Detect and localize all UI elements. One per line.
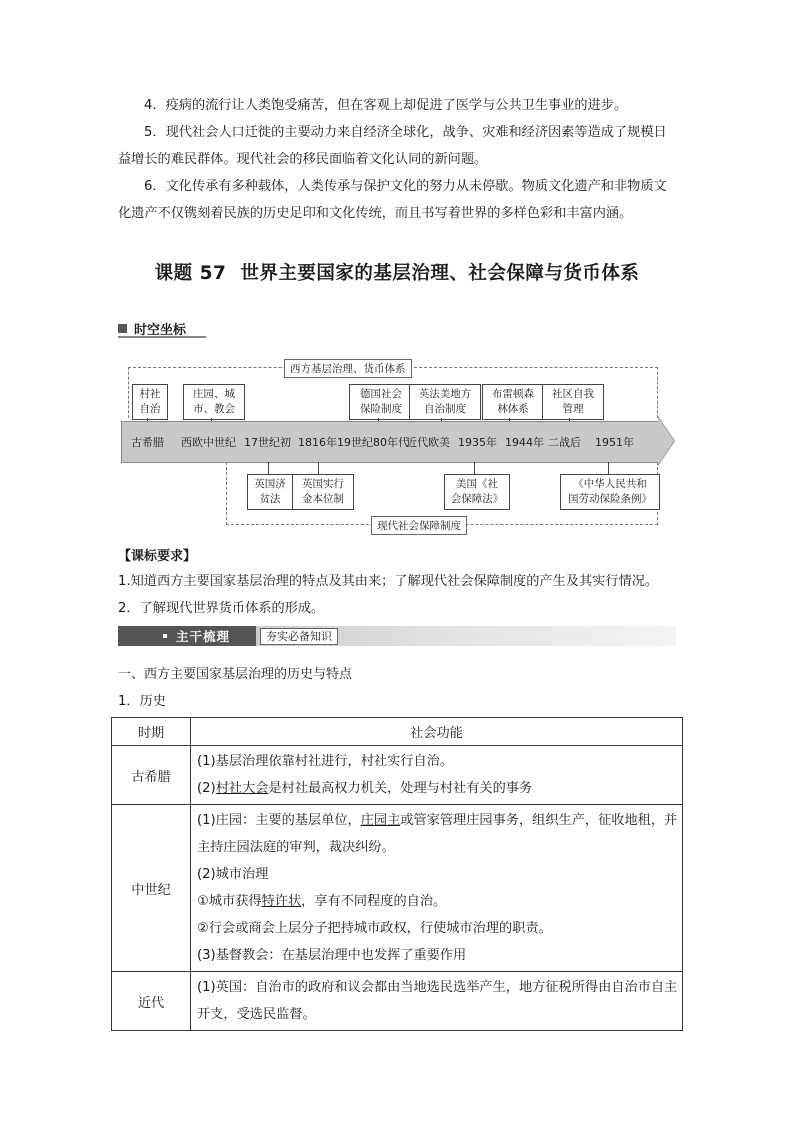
period-cell: 近代 <box>112 972 191 1031</box>
square-bullet-icon <box>118 324 127 333</box>
event-line: 林体系 <box>497 403 529 415</box>
event-gold-standard <box>292 474 354 510</box>
function-cell <box>191 805 683 972</box>
intro-point-4: 4．疫病的流行让人类饱受痛苦，但在客观上却促进了医学与公共卫生事业的进步。 <box>144 98 628 113</box>
table-row <box>112 746 683 805</box>
underlined-term: 村社大会 <box>215 781 269 796</box>
lower-group-label: 现代社会保障制度 <box>371 516 467 535</box>
lesson-title <box>0 259 794 285</box>
axis-label: 古希腊 <box>131 436 164 449</box>
event-line: 保险制度 <box>360 403 402 415</box>
curriculum-item-2: 2．了解现代世界货币体系的形成。 <box>118 601 325 616</box>
main-section-tag: 夯实必备知识 <box>260 628 338 645</box>
event-line: 会保障法》 <box>450 493 504 505</box>
connector <box>608 462 609 474</box>
event-line: 村社 <box>139 388 161 400</box>
event-line: 贫法 <box>259 493 281 505</box>
period-cell: 古希腊 <box>112 746 191 805</box>
axis-label: 1944年 <box>505 436 544 449</box>
lesson-number: 课题 57 <box>154 263 227 284</box>
content-line <box>197 775 678 802</box>
text-span: (2) <box>197 781 216 796</box>
event-line: 自治制度 <box>424 403 466 415</box>
event-village-autonomy <box>132 384 168 420</box>
intro-point-5: 5．现代社会人口迁徙的主要动力来自经济全球化，战争、灾难和经济因素等造成了规模日益增长的难民群体。现代社会的移民面临着文化认同的新问题。 <box>118 125 667 167</box>
function-cell <box>191 972 683 1031</box>
connector <box>474 462 475 474</box>
text-span: ①城市获得 <box>197 894 262 909</box>
header-function: 社会功能 <box>191 718 683 746</box>
event-community-management <box>542 384 604 420</box>
text-span: 是村社最高权力机关，处理与村社有关的事务 <box>268 781 533 796</box>
content-line <box>197 888 678 915</box>
curriculum-item-1: 1.知道西方主要国家基层治理的特点及其由来；了解现代社会保障制度的产生及其实行情况。 <box>118 574 659 589</box>
event-labor-insurance-regulations <box>560 474 660 510</box>
event-line: 社区自我 <box>552 388 594 400</box>
event-line: 英法美地方 <box>418 388 472 400</box>
axis-label: 西欧中世纪 <box>181 436 236 449</box>
table-row <box>112 805 683 972</box>
event-local-autonomy <box>409 384 481 420</box>
period-cell: 中世纪 <box>112 805 191 972</box>
event-line: 市、教会 <box>193 403 235 415</box>
function-cell <box>191 746 683 805</box>
curriculum-heading: 【课标要求】 <box>118 549 197 564</box>
section-tag-timeline <box>118 318 186 338</box>
axis-label: 17世纪初 <box>244 436 291 449</box>
event-poor-law <box>247 474 293 510</box>
axis-label: 近代欧美 <box>406 436 450 449</box>
event-line: 德国社会 <box>360 388 402 400</box>
event-line: 自治 <box>139 403 161 415</box>
axis-label: 19世纪80年代 <box>337 436 409 449</box>
event-line: 美国《社 <box>456 478 498 490</box>
axis-label: 二战后 <box>548 436 581 449</box>
lesson-title-text: 世界主要国家的基层治理、社会保障与货币体系 <box>240 263 640 284</box>
intro-point-6: 6．文化传承有多种载体，人类传承与保护文化的努力从未停歇。物质文化遗产和非物质文化遗产不仅镌刻着民族的历史足印和文化传统，而且书写着世界的多样色彩和丰富内涵。 <box>118 179 667 221</box>
header-period: 时期 <box>112 718 191 746</box>
heading-2: 1．历史 <box>118 694 166 709</box>
event-line: 国劳动保险条例》 <box>568 493 652 505</box>
table-row <box>112 972 683 1031</box>
content-line: (1)英国：自治市的政府和议会都由当地选民选举产生，地方征税所得由自治市自主开支，受选民监督。 <box>197 980 678 1022</box>
axis-label: 1816年 <box>298 436 337 449</box>
table-header-row <box>112 718 683 746</box>
content-line: (3)基督教会：在基层治理中也发挥了重要作用 <box>197 948 467 963</box>
event-german-insurance <box>349 384 413 420</box>
event-bretton-woods <box>482 384 544 420</box>
event-line: 庄园、城 <box>193 388 235 400</box>
content-line: (1)基层治理依靠村社进行，村社实行自治。 <box>197 754 454 769</box>
content-line <box>197 807 678 861</box>
underlined-term: 庄园主 <box>360 813 401 828</box>
event-line: 英国济 <box>254 478 286 490</box>
event-line: 金本位制 <box>302 493 344 505</box>
connector <box>268 462 269 474</box>
square-bullet-icon <box>163 634 167 638</box>
content-line: ②行会或商会上层分子把持城市政权，行使城市治理的职责。 <box>197 921 552 936</box>
main-section-title: 主干梳理 <box>176 629 231 644</box>
event-line: 布雷顿森 <box>492 388 534 400</box>
section-tag-underline <box>118 336 206 338</box>
event-social-security-act <box>444 474 510 510</box>
history-table <box>111 717 683 1031</box>
section-tag-label: 时空坐标 <box>134 322 187 338</box>
upper-group-label: 西方基层治理、货币体系 <box>284 359 412 378</box>
event-line: 英国实行 <box>302 478 344 490</box>
event-manor-city-church <box>183 384 245 420</box>
content-line: (2)城市治理 <box>197 867 269 882</box>
main-section-title-block <box>118 626 256 646</box>
axis-label: 1951年 <box>595 436 634 449</box>
axis-label: 1935年 <box>458 436 497 449</box>
timeline-arrowhead-icon <box>658 417 674 465</box>
heading-1: 一、西方主要国家基层治理的历史与特点 <box>118 667 353 682</box>
event-line: 管理 <box>562 403 584 415</box>
event-line: 《中华人民共和 <box>573 478 647 490</box>
text-span: ，享有不同程度的自治。 <box>301 894 447 909</box>
text-span: (1)庄园：主要的基层单位， <box>197 813 361 828</box>
text-span: 或管家管理庄园事务，组织生产，征收地租，并主持庄园法庭的审判，裁决纠纷。 <box>197 813 678 855</box>
connector <box>318 462 319 474</box>
underlined-term: 特许状 <box>261 894 302 909</box>
